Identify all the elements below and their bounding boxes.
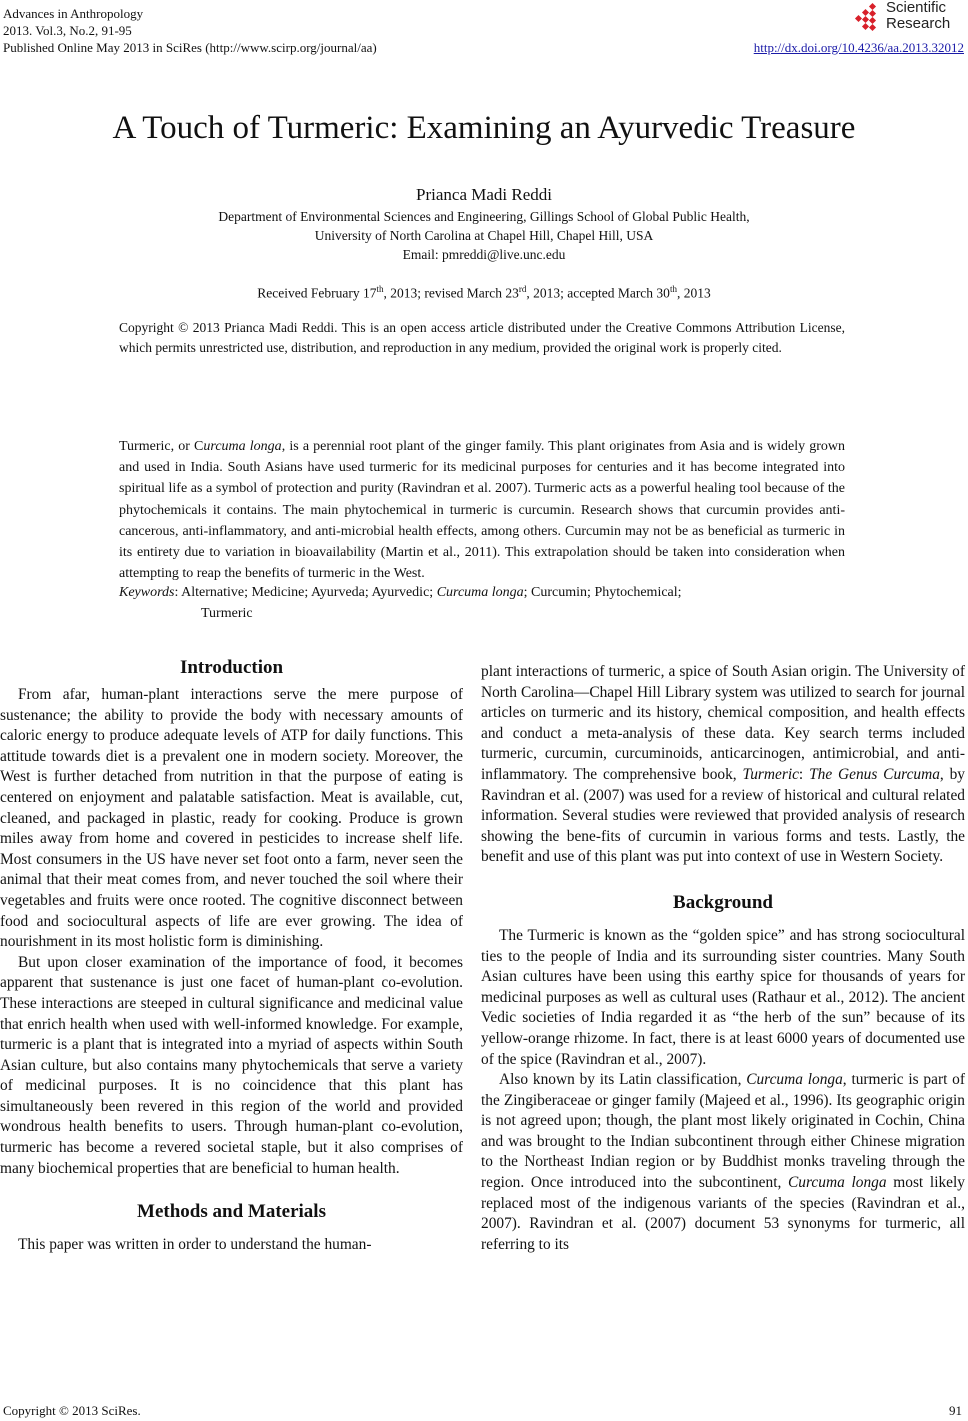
abstract: Turmeric, or Curcuma longa, is a perennial root plant of the ginger family. This plant originates from Asia and is widely grown and used in India. South Asians have used turmeric for its medicinal purposes for centuries and it has become integrated into spiritual life as a symbol of protection and purity (Ravindran et al. 2007). Turmeric acts as a powerful healing tool because of the phytochemicals it contains. The main phytochemical in turmeric is curcumin. Research shows that curcumin provides anti-cancerous, anti-inflammatory, and anti-microbial health effects, among others. Curcumin may not be as beneficial as turmeric in its entirety due to variation in bioavailability (Martin et al., 2011). This extrapolation should be taken into consideration when attempting to reap the benefits of turmeric in the West. — [119, 439, 846, 582]
article-dates: Received February 17th, 2013; revised March 23rd, 2013; accepted March 30th, 2013 — [257, 284, 711, 301]
doi-link[interactable]: http://dx.doi.org/10.4236/aa.2013.32012 — [753, 40, 964, 55]
keywords: Keywords: Alternative; Medicine; Ayurveda; Ayurvedic; Curcuma longa; Curcumin; Phytochemical; Turmeric — [119, 585, 682, 621]
paragraph: The Turmeric is known as the “golden spice” and has strong sociocultural ties to the people of India and its surrounding sister countries. Many South Asian cultures have been using this earthy spice for thousands of years for medicinal purposes as well as cultural uses (Rathaur et al., 2012). The ancient Vedic societies of India regarded it as “the herb of the sun” because of its yellow-orange rhizome. In fact, there is at least 6000 years of documented use of the spice (Ravindran et al., 2007). — [481, 926, 965, 1068]
publication-info: Published Online May 2013 in SciRes (http://www.scirp.org/journal/aa) — [3, 40, 377, 55]
affiliation-line: Department of Environmental Sciences and Engineering, Gillings School of Global Public Health, — [218, 209, 750, 224]
paragraph: But upon closer examination of the importance of food, it becomes apparent that sustenance is just one facet of human-plant co-evolution. These interactions are steeped in cultural significance and medicinal value that enrich health when used with well-informed knowledge. For example, turmeric is a plant that is integrated into a myriad of aspects within South Asian culture, but also contains many phytochemicals that serve a variety of medicinal purposes. It is no coincidence that this plant has simultaneously been revered in this region of the world and provided wondrous health benefits to users. Through human-plant co-evolution, turmeric has become a revered societal staple, but it also comprises of many biochemical properties that are beneficial to human health. — [0, 953, 463, 1177]
paper-title: A Touch of Turmeric: Examining an Ayurvedic Treasure — [112, 110, 856, 146]
author: Prianca Madi Reddi — [416, 185, 552, 204]
paragraph: From afar, human-plant interactions serve the mere purpose of sustenance; the ability to provide the body with necessary amounts of caloric energy to produce adequate levels of ATP for daily functions. This attitude towards diet is a prevalent one in modern society. Moreover, the West is further detached from nutrition in that the purpose of eating is centered on enjoyment and palatable satisfaction. Meat is available, cut, cleaned, and packaged in plastic, ready for cooking. Produce is grown miles away from home and covered in pesticides to increase shelf life. Most consumers in the US have never set foot onto a farm, never seen the animal that their meat comes from, and never touched the soil where their vegetables and fruits were once rooted. The cognitive disconnect between food and sociocultural aspects of life are ever growing. The idea of nourishment in its most holistic form is diminishing. — [0, 686, 463, 951]
paragraph: This paper was written in order to understand the human- — [18, 1236, 372, 1254]
section-heading-background: Background — [673, 891, 773, 913]
author-email: Email: pmreddi@live.unc.edu — [402, 247, 566, 262]
section-heading-methods: Methods and Materials — [137, 1201, 326, 1223]
paragraph: plant interactions of turmeric, a spice of South Asian origin. The University of North Carolina—Chapel Hill Library system was utilized to search for journal articles on turmeric and its history, chemical composition, and health effects and conduct a meta-analysis of these data. Key search terms included turmeric, curcumin, curcuminoids, anticarcinogen, antimicrobial, and anti-inflammatory. The comprehensive book, Turmeric: The Genus Curcuma, by Ravindran et al. (2007) was used for a review of historical and cultural related information. Several studies were reviewed that provided analysis of research showing the bene-fits of curcumin in various forms and tests. Lastly, the benefit and use of this plant was put into context of use in Western Society. — [481, 663, 965, 866]
right-column — [481, 662, 965, 1255]
logo-diamonds-icon — [848, 2, 882, 34]
affiliation — [0, 207, 968, 264]
copyright-notice: Copyright © 2013 Prianca Madi Reddi. This is an open access article distributed under the Creative Commons Attribution License, which permits unrestricted use, distribution, and reproduction in any medium, provided the original work is properly cited. — [119, 320, 845, 355]
left-column — [0, 657, 463, 1256]
page-number: 91 — [949, 1403, 962, 1418]
logo-text: Research — [886, 15, 951, 32]
footer-copyright: Copyright © 2013 SciRes. — [3, 1403, 141, 1418]
journal-volume: 2013. Vol.3, No.2, 91-95 — [3, 23, 132, 38]
journal-name: Advances in Anthropology — [3, 6, 144, 21]
scientific-research-logo — [848, 0, 960, 36]
section-heading-introduction: Introduction — [179, 657, 284, 678]
affiliation-line: University of North Carolina at Chapel Hill, Chapel Hill, USA — [314, 228, 654, 243]
logo-text: Scientific — [886, 0, 947, 16]
journal-header — [3, 5, 377, 56]
paragraph: Also known by its Latin classification, Curcuma longa, turmeric is part of the Zingiberaceae or ginger family (Majeed et al., 1996). Its geographic origin is not agreed upon; though, the plant most likely originated in Cochin, China and was brought to the Indian subcontinent through either Chinese migration to the Northeast Indian region or by Buddhist monks traveling through the region. Once introduced into the subcontinent, Curcuma longa most likely replaced most of the indigenous variants of the species (Ravindran et al., 2007). Ravindran et al. (2007) document 53 synonyms for turmeric, all referring to its — [481, 1071, 965, 1253]
